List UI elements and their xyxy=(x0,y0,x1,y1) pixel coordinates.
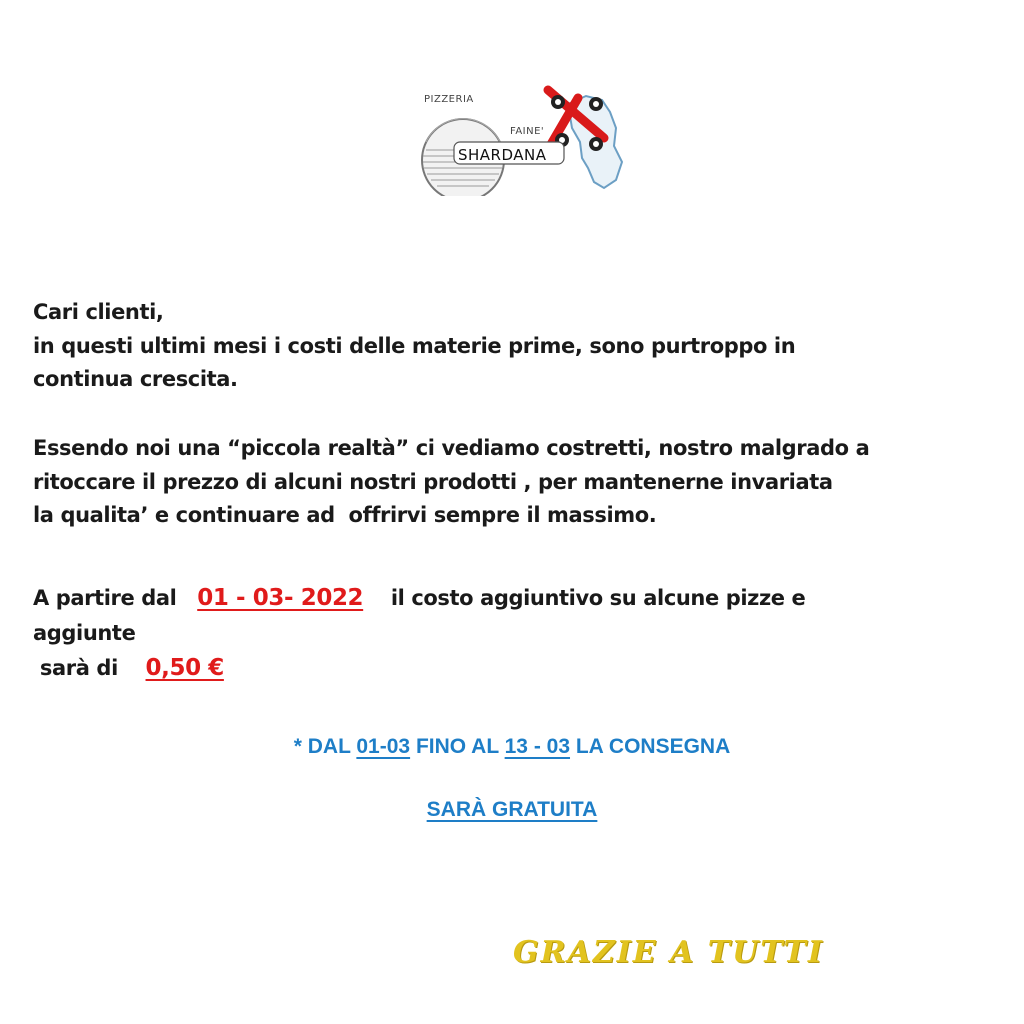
logo-mid-text: FAINE' xyxy=(510,126,545,137)
para2-line1: Essendo noi una “piccola realtà” ci vediamo costretti, nostro malgrado a xyxy=(33,436,870,460)
para3-suffix: il costo aggiuntivo su alcune pizze e xyxy=(390,586,806,610)
delivery-suffix: LA CONSEGNA xyxy=(575,735,731,758)
pizzeria-logo xyxy=(418,84,634,196)
surcharge-amount: 0,50 € xyxy=(145,655,224,682)
para3-line3-prefix: sarà di xyxy=(39,656,118,681)
delivery-free xyxy=(0,798,1024,822)
greeting: Cari clienti, xyxy=(33,300,164,324)
notice-paragraph-2 xyxy=(33,432,869,533)
para3-line2: aggiunte xyxy=(33,620,136,645)
para3-prefix: A partire dal xyxy=(33,586,177,610)
delivery-from: 01-03 xyxy=(356,735,411,758)
delivery-line2: SARÀ GRATUITA xyxy=(426,798,598,821)
delivery-prefix: * DAL xyxy=(293,735,351,758)
para1-line2: continua crescita. xyxy=(33,367,238,392)
notice-paragraph-1 xyxy=(33,296,795,397)
delivery-notice xyxy=(0,735,1024,759)
logo-brand: SHARDANA xyxy=(458,146,547,164)
logo-top-text: PIZZERIA xyxy=(424,94,474,105)
para1-line1: in questi ultimi mesi i costi delle materie prime, sono purtroppo in xyxy=(33,333,796,358)
notice-paragraph-3 xyxy=(33,580,805,687)
delivery-to: 13 - 03 xyxy=(504,735,571,758)
para2-line2: ritoccare il prezzo di alcuni nostri prodotti , per mantenerne invariata xyxy=(33,469,833,494)
delivery-mid: FINO AL xyxy=(415,735,499,758)
thanks-text: GRAZIE A TUTTI xyxy=(513,935,824,970)
para2-line3: la qualita’ e continuare ad offrirvi sempre il massimo. xyxy=(33,503,657,528)
effective-date: 01 - 03- 2022 xyxy=(197,585,364,611)
